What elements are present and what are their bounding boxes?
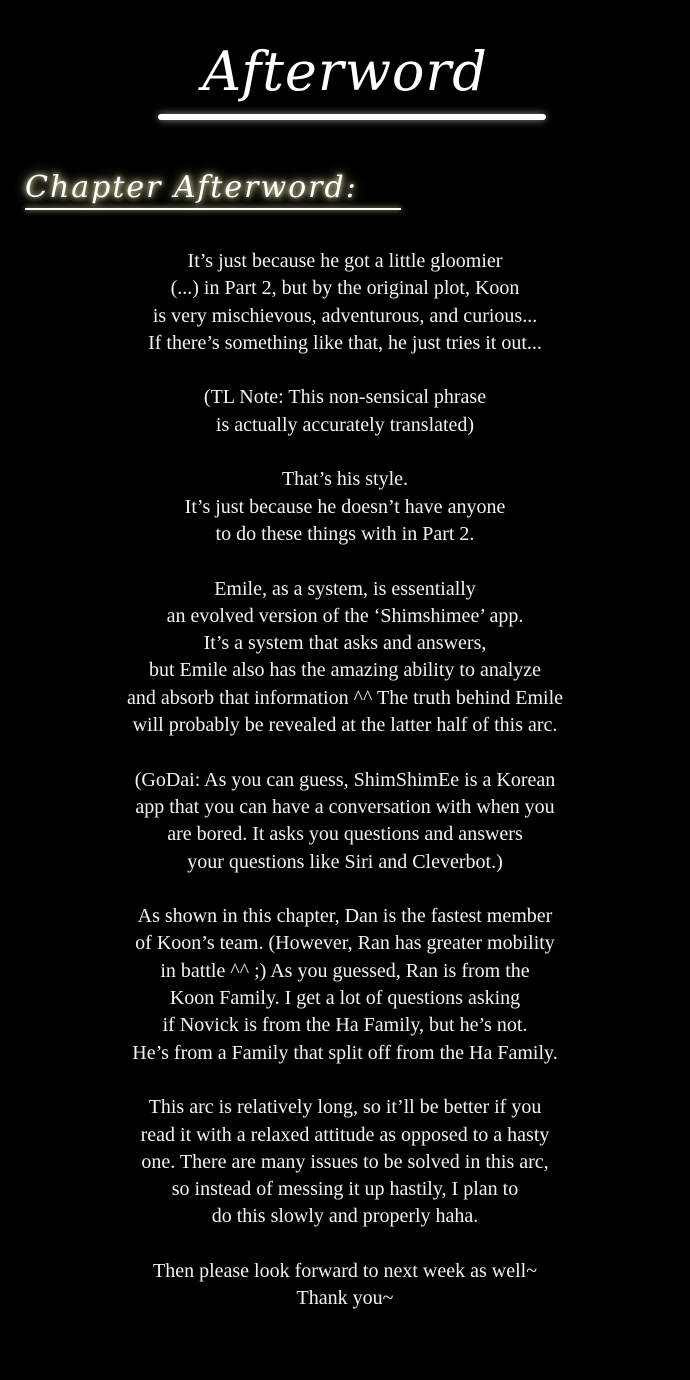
paragraph	[0, 903, 690, 1067]
text-line: your questions like Siri and Cleverbot.)	[187, 850, 503, 873]
paragraph	[0, 767, 690, 876]
page-title: Afterword	[202, 40, 488, 103]
text-line: It’s just because he got a little gloomier	[187, 250, 503, 272]
text-line: but Emile also has the amazing ability to analyze	[148, 659, 542, 682]
text-line: (...) in Part 2, but by the original plot, Koon	[170, 277, 520, 300]
section-heading-underline	[25, 208, 401, 210]
text-line: is very mischievous, adventurous, and curious...	[152, 304, 538, 327]
text-line: As shown in this chapter, Dan is the fastest member	[137, 905, 553, 928]
text-line: That’s his style.	[281, 468, 409, 491]
paragraph	[0, 1258, 690, 1313]
text-line: It’s a system that asks and answers,	[203, 632, 487, 655]
text-line: read it with a relaxed attitude as opposed to a hasty	[140, 1123, 550, 1146]
text-line: This arc is relatively long, so it’ll be better if you	[148, 1096, 542, 1119]
paragraph	[0, 1094, 690, 1230]
text-line: do this slowly and properly haha.	[211, 1205, 479, 1228]
text-line: will probably be revealed at the latter half of this arc.	[132, 714, 558, 737]
text-line: one. There are many issues to be solved in this arc,	[141, 1150, 549, 1173]
text-line: He’s from a Family that split off from the Ha Family.	[132, 1041, 558, 1064]
text-line: in battle ^^ ;) As you guessed, Ran is from the	[160, 959, 530, 982]
paragraph	[0, 466, 690, 548]
text-line: It’s just because he doesn’t have anyone	[184, 495, 506, 518]
text-line: of Koon’s team. (However, Ran has greater mobility	[135, 932, 555, 955]
text-line: an evolved version of the ‘Shimshimee’ app.	[166, 604, 524, 627]
text-line: Thank you~	[296, 1287, 394, 1310]
text-line: so instead of messing it up hastily, I plan to	[171, 1178, 519, 1201]
paragraph	[0, 248, 690, 357]
text-line: and absorb that information ^^ The truth behind Emile	[126, 686, 564, 709]
text-line: If there’s something like that, he just tries it out...	[148, 331, 542, 354]
text-line: (TL Note: This non-sensical phrase	[203, 386, 487, 409]
text-line: (GoDai: As you can guess, ShimShimEe is a Korean	[134, 768, 556, 791]
paragraph	[0, 576, 690, 740]
text-line: if Novick is from the Ha Family, but he’s not.	[162, 1014, 528, 1037]
text-line: app that you can have a conversation with when you	[135, 795, 555, 818]
text-line: Then please look forward to next week as well~	[152, 1259, 538, 1282]
text-line: to do these things with in Part 2.	[215, 522, 475, 545]
paragraph	[0, 384, 690, 439]
section-heading: Chapter Afterword:	[25, 170, 358, 205]
text-line: Emile, as a system, is essentially	[214, 577, 476, 600]
text-line: are bored. It asks you questions and answers	[167, 823, 523, 846]
title-underline	[158, 114, 546, 120]
afterword-body	[0, 248, 690, 1340]
text-line: Koon Family. I get a lot of questions asking	[169, 987, 521, 1010]
text-line: is actually accurately translated)	[215, 413, 475, 436]
